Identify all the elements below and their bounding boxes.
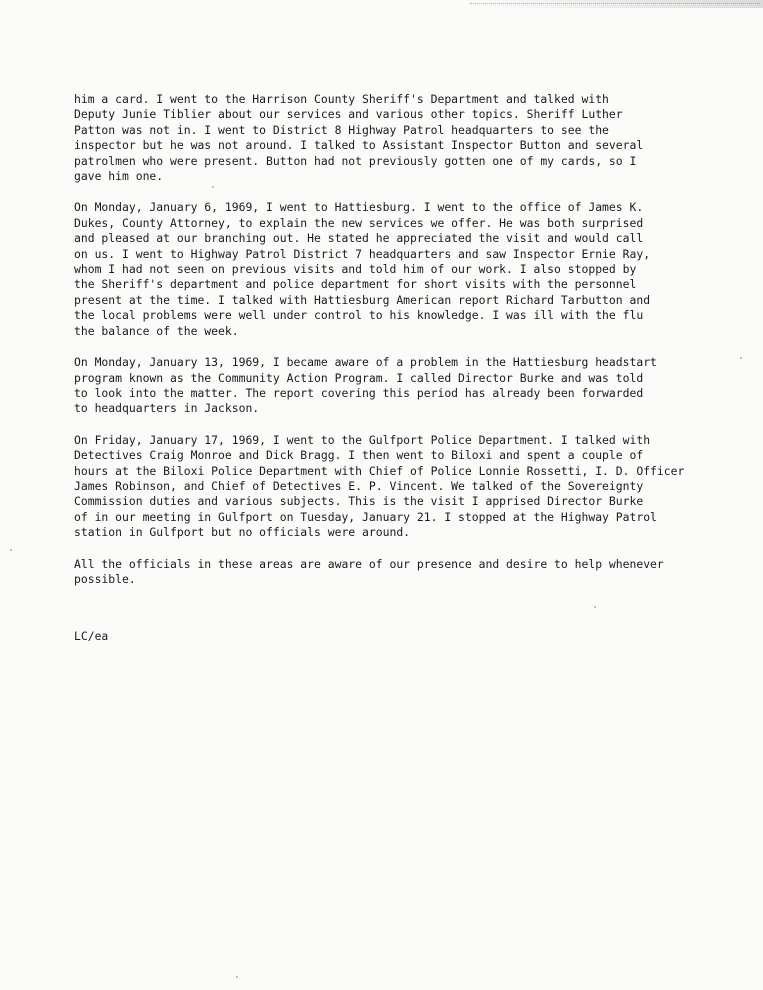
- text-line: On Monday, January 6, 1969, I went to Hattiesburg. I went to the office of James K.: [74, 200, 644, 215]
- text-line: inspector but he was not around. I talked to Assistant Inspector Button and several: [74, 138, 644, 153]
- scan-artifact-line: [470, 3, 760, 5]
- paragraph-1: [74, 92, 734, 184]
- text-line: Dukes, County Attorney, to explain the new services we offer. He was both surprised: [74, 215, 644, 230]
- text-line: On Monday, January 13, 1969, I became aware of a problem in the Hattiesburg headstart: [74, 355, 657, 370]
- text-line: Patton was not in. I went to District 8 Highway Patrol headquarters to see the: [74, 122, 609, 137]
- signoff-initials: LC/ea: [74, 629, 109, 644]
- paragraph-2: [74, 200, 734, 339]
- scan-speck: [10, 549, 12, 551]
- text-line: present at the time. I talked with Hattiesburg American report Richard Tarbutton and: [74, 292, 651, 307]
- text-line: station in Gulfport but no officials were around.: [74, 525, 411, 540]
- text-line: the local problems were well under control to his knowledge. I was ill with the flu: [74, 308, 644, 323]
- text-line: On Friday, January 17, 1969, I went to the Gulfport Police Department. I talked with: [74, 432, 651, 447]
- letter-body: [74, 92, 734, 661]
- scan-speck: [236, 976, 238, 978]
- scan-speck: [740, 357, 742, 359]
- text-line: the balance of the week.: [74, 323, 239, 338]
- text-line: Detectives Craig Monroe and Dick Bragg. I then went to Biloxi and spent a couple of: [74, 448, 644, 463]
- text-line: him a card. I went to the Harrison County Sheriff's Department and talked with: [74, 92, 609, 106]
- text-line: on us. I went to Highway Patrol District 7 headquarters and saw Inspector Ernie Ray,: [74, 246, 651, 261]
- text-line: and pleased at our branching out. He stated he appreciated the visit and would call: [74, 231, 644, 246]
- text-line: to look into the matter. The report covering this period has already been forwarded: [74, 385, 644, 400]
- text-line: patrolmen who were present. Button had not previously gotten one of my cards, so I: [74, 153, 637, 168]
- text-line: hours at the Biloxi Police Department with Chief of Police Lonnie Rossetti, I. D. Officer: [74, 463, 685, 478]
- text-line: program known as the Community Action Program. I called Director Burke and was told: [74, 370, 644, 385]
- text-line: possible.: [74, 571, 136, 586]
- paragraph-4: [74, 433, 734, 541]
- text-line: All the officials in these areas are aware of our presence and desire to help whenever: [74, 556, 664, 571]
- text-line: gave him one.: [74, 169, 164, 184]
- text-line: Commission duties and various subjects. This is the visit I apprised Director Burke: [74, 494, 644, 509]
- text-line: of in our meeting in Gulfport on Tuesday, January 21. I stopped at the Highway Patrol: [74, 509, 657, 524]
- text-line: to headquarters in Jackson.: [74, 401, 260, 416]
- paragraph-5: [74, 557, 734, 588]
- text-line: the Sheriff's department and police department for short visits with the personnel: [74, 277, 637, 292]
- text-line: James Robinson, and Chief of Detectives E. P. Vincent. We talked of the Sovereignty: [74, 478, 644, 493]
- paragraph-3: [74, 355, 734, 417]
- text-line: whom I had not seen on previous visits and told him of our work. I also stopped by: [74, 262, 637, 277]
- text-line: Deputy Junie Tiblier about our services and various other topics. Sheriff Luther: [74, 107, 623, 122]
